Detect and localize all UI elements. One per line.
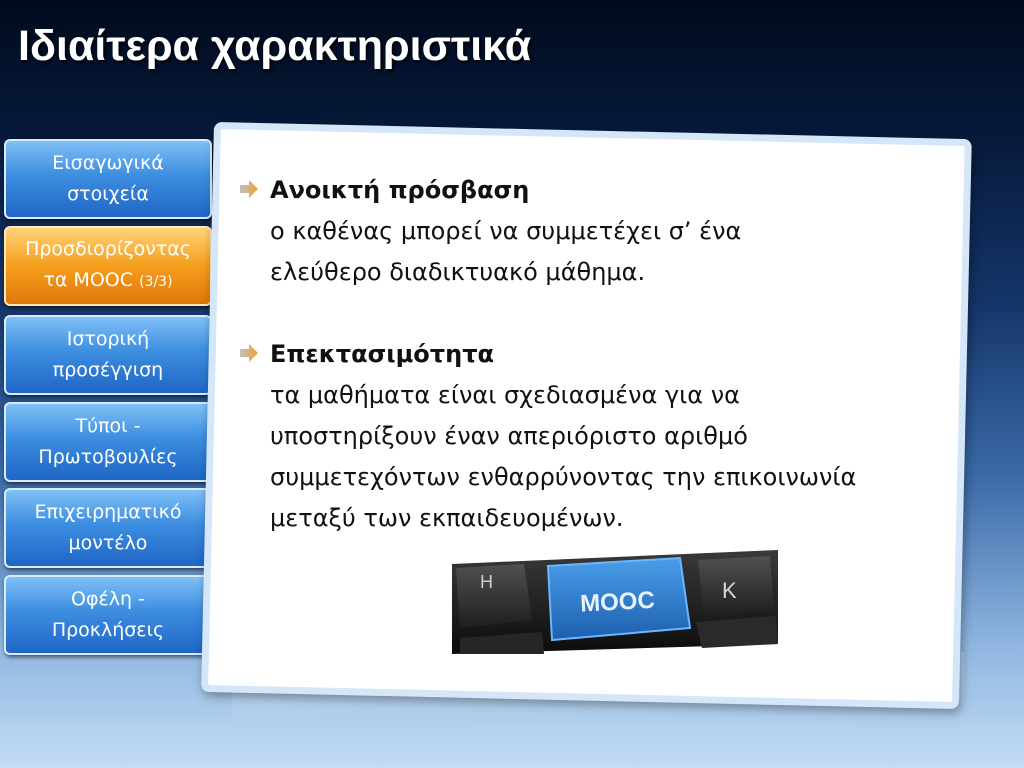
bullet-text-line: υποστηρίξουν έναν απεριόριστο αριθμό [270,422,748,450]
nav-item-label: Ιστορική προσέγγιση [52,328,164,381]
nav-item-types-initiatives[interactable] [4,402,212,482]
nav-item-benefits-challenges[interactable] [4,575,212,655]
nav-item-label: Προσδιορίζοντας τα MOOC (3/3) [25,238,191,291]
bullet-text-line: μεταξύ των εκπαιδευομένων. [270,504,624,532]
content-body [238,170,958,539]
bullet-heading: Επεκτασιμότητα [270,340,494,368]
svg-text:K: K [722,578,737,603]
key-mooc [548,558,690,640]
key-k [698,556,774,616]
arrow-bullet-icon [238,342,260,364]
nav-item-introduction[interactable] [4,139,212,219]
nav-item-label: Εισαγωγικά στοιχεία [52,152,164,205]
nav-item-label: Επιχειρηματικό μοντέλο [34,501,182,554]
arrow-bullet-icon [238,178,260,200]
bullet-text-line: συμμετεχόντων ενθαρρύνοντας την επικοινωνία [270,463,857,491]
svg-text:MOOC: MOOC [579,586,656,618]
nav-item-label: Τύποι - Πρωτοβουλίες [38,415,178,468]
bullet-text-line: ο καθένας μπορεί να συμμετέχει σ’ ένα [270,217,742,245]
mooc-keyboard-image [452,550,778,654]
nav-item-business-model[interactable] [4,488,212,568]
bullet-open-access [238,170,958,293]
nav-item-label: Οφέλη - Προκλήσεις [51,588,165,641]
svg-text:H: H [480,572,493,592]
bullet-scalability [238,334,958,539]
bullet-text-line: ελεύθερο διαδικτυακό μάθημα. [270,258,646,286]
bullet-heading: Ανοικτή πρόσβαση [270,176,530,204]
nav-item-defining-moocs[interactable] [4,226,212,306]
nav-item-historical-approach[interactable] [4,315,212,395]
slide-title: Ιδιαίτερα χαρακτηριστικά [18,22,532,70]
bullet-text-line: τα μαθήματα είναι σχεδιασμένα για να [270,381,740,409]
key-h [456,564,532,628]
nav-item-page-indicator: (3/3) [139,274,173,290]
